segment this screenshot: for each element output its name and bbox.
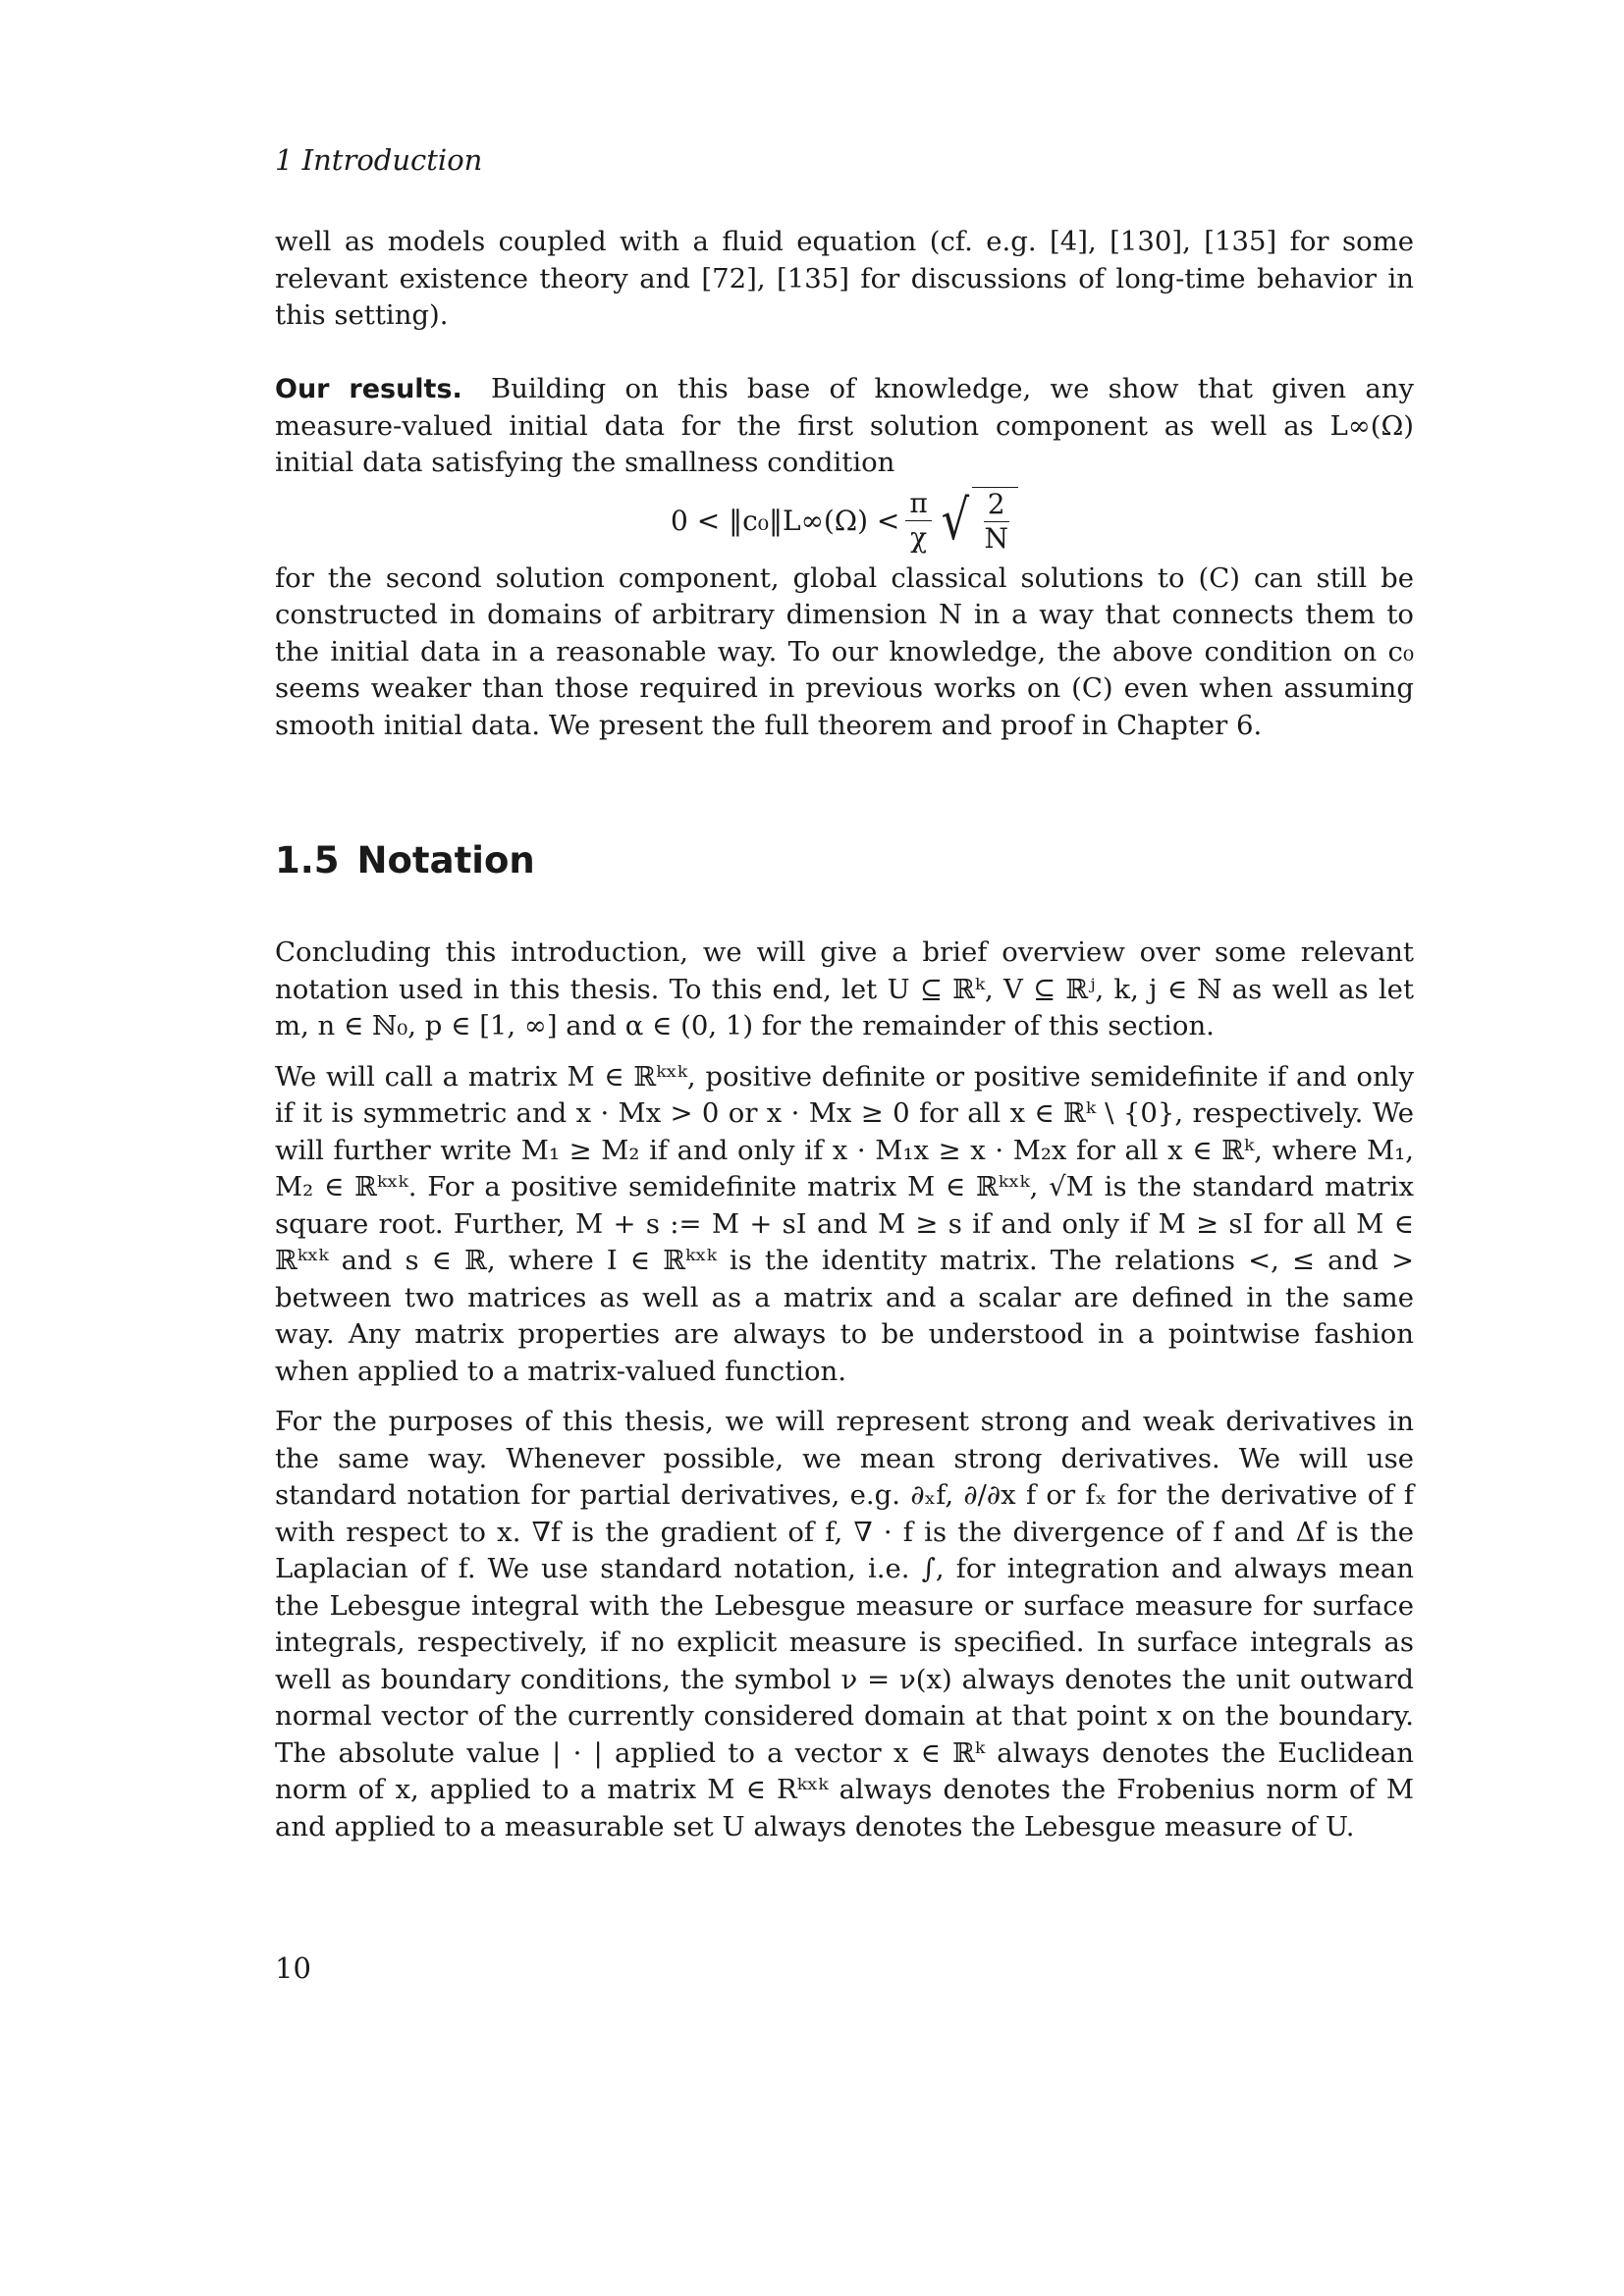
equation-lhs: 0 < ‖c₀‖L∞(Ω) < <box>671 505 900 537</box>
smallness-condition-equation <box>275 482 1414 561</box>
intro-continuation-block <box>275 224 1414 335</box>
results-paragraph-continued: for the second solution component, global classical solutions to (C) can still be constructed in domains of arbitrary dimension N in a way that connects them to the initial data in a reasonable way. To our knowledge, the above condition on c₀ seems weaker than those required in previous works on (C) even when assuming smooth initial data. We present the full theorem and proof in Chapter 6. <box>275 561 1414 741</box>
fraction-numerator: 2 <box>984 488 1009 522</box>
intro-continuation-paragraph: well as models coupled with a fluid equation (cf. e.g. [4], [130], [135] for some relevant existence theory and [72], [135] for discussions of long-time behavior in this setting). <box>275 226 1414 331</box>
radicand <box>972 487 1018 556</box>
notation-paragraph: Concluding this introduction, we will give a brief overview over some relevant notation used in this thesis. To this end, let U ⊆ ℝᵏ, V ⊆ ℝʲ, k, j ∈ ℕ as well as let m, n ∈ ℕ₀, p ∈ [1, ∞] and α ∈ (0, 1) for the remainder of this section. <box>275 936 1414 1041</box>
section-heading <box>275 839 535 881</box>
notation-section-body <box>275 934 1414 1845</box>
section-number: 1.5 <box>275 839 340 881</box>
results-text-before: Building on this base of knowledge, we show that given any measure-valued initial data for the first solution component as well as L∞(Ω) initial data satisfying the smallness condition <box>275 373 1414 478</box>
results-paragraph <box>275 371 1414 482</box>
square-root <box>938 487 1018 556</box>
page-number: 10 <box>275 1951 311 1985</box>
fraction-denominator: χ <box>910 521 928 554</box>
fraction-numerator: π <box>905 487 931 521</box>
radical-sign: √ <box>941 488 969 553</box>
running-head: 1 Introduction <box>275 143 483 177</box>
results-runin-title: Our results. <box>275 374 462 404</box>
section-title: Notation <box>356 839 535 881</box>
pi-over-chi-fraction <box>905 487 931 555</box>
fraction-denominator: N <box>984 521 1008 555</box>
results-block <box>275 371 1414 744</box>
notation-paragraph: For the purposes of this thesis, we will represent strong and weak derivatives in the same way. Whenever possible, we mean strong derivatives. We will use standard notation for partial derivatives, e.g. ∂ₓf, ∂/∂x f or fₓ for the derivative of f with respect to x. ∇f is the gradient of f, ∇ · f is the divergence of f and Δf is the Laplacian of f. We use standard notation, i.e. ∫, for integration and always mean the Lebesgue integral with the Lebesgue measure or surface measure for surface integrals, respectively, if no explicit measure is specified. In surface integrals as well as boundary conditions, the symbol ν = ν(x) always denotes the unit outward normal vector of the currently considered domain at that point x on the boundary. The absolute value | · | applied to a vector x ∈ ℝᵏ always denotes the Euclidean norm of x, applied to a matrix M ∈ Rᵏˣᵏ always denotes the Frobenius norm of M and applied to a measurable set U always denotes the Lebesgue measure of U. <box>275 1406 1414 1842</box>
two-over-n-fraction <box>980 488 1012 556</box>
notation-paragraph: We will call a matrix M ∈ ℝᵏˣᵏ, positive definite or positive semidefinite if and only if it is symmetric and x · Mx > 0 or x · Mx ≥ 0 for all x ∈ ℝᵏ \ {0}, respectively. We will further write M₁ ≥ M₂ if and only if x · M₁x ≥ x · M₂x for all x ∈ ℝᵏ, where M₁, M₂ ∈ ℝᵏˣᵏ. For a positive semidefinite matrix M ∈ ℝᵏˣᵏ, √M is the standard matrix square root. Further, M + s := M + sI and M ≥ s if and only if M ≥ sI for all M ∈ ℝᵏˣᵏ and s ∈ ℝ, where I ∈ ℝᵏˣᵏ is the identity matrix. The relations <, ≤ and > between two matrices as well as a matrix and a scalar are defined in the same way. Any matrix properties are always to be understood in a pointwise fashion when applied to a matrix-valued function. <box>275 1060 1414 1387</box>
